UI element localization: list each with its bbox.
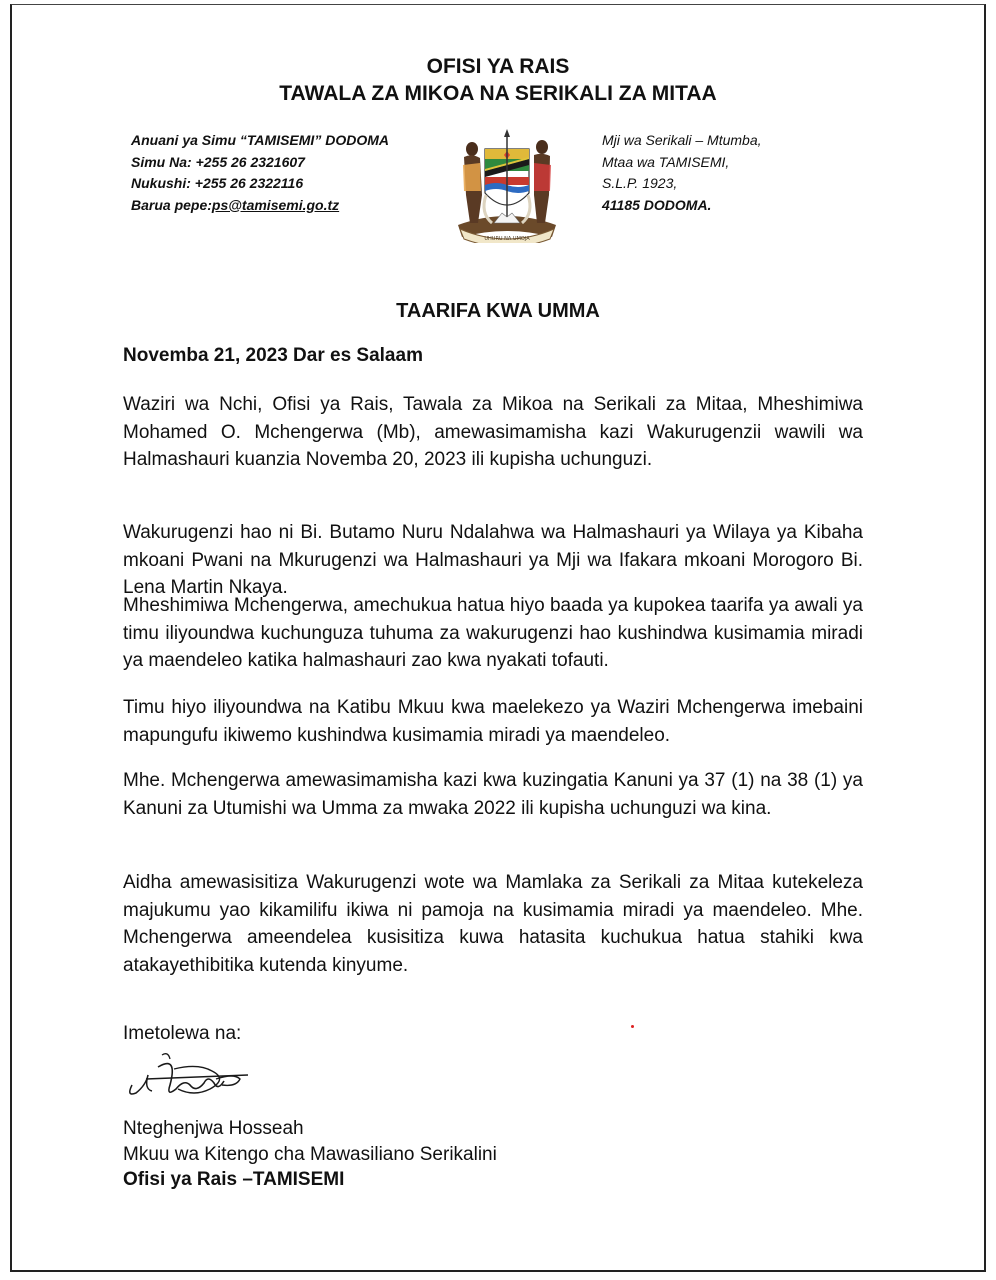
paragraph-text: Timu hiyo iliyoundwa na Katibu Mkuu kwa maelekezo ya Waziri Mchengerwa imebaini mapungufu ikiwemo kushindwa kusimamia miradi ya maendeleo. — [123, 697, 863, 746]
paragraph-text: Mheshimiwa Mchengerwa, amechukua hatua hiyo baada ya kupokea taarifa ya awali ya timu iliyoundwa kuchunguza tuhuma za wakurugenzi hao kushindwa kusimamia miradi ya maendeleo katika halmashauri zao kwa nyakati tofauti. — [123, 595, 863, 671]
contact-left — [131, 130, 389, 216]
address-po-box: S.L.P. 1923, — [602, 175, 678, 191]
body-paragraph — [123, 391, 863, 474]
city: DODOMA. — [643, 196, 712, 213]
body-paragraph — [123, 519, 863, 602]
postcode: 41185 — [602, 196, 644, 213]
address-line-2: Mtaa wa TAMISEMI, — [602, 153, 730, 170]
signatory-name: Nteghenjwa Hosseah — [123, 1118, 304, 1139]
address-line-1: Mji wa Serikali – Mtumba, — [602, 132, 762, 148]
email-label: Barua pepe: — [131, 196, 212, 213]
fax-number: Nukushi: +255 26 2322116 — [131, 175, 304, 191]
body-paragraph — [123, 694, 863, 749]
red-mark — [631, 1025, 634, 1028]
email-link[interactable]: ps@tamisemi.go.tz — [211, 196, 340, 213]
header-ministry: OFISI YA RAIS — [426, 55, 570, 78]
svg-text:UHURU NA UMOJA: UHURU NA UMOJA — [484, 236, 530, 242]
paragraph-text: Wakurugenzi hao ni Bi. Butamo Nuru Ndalahwa wa Halmashauri ya Wilaya ya Kibaha mkoani Pwani na Mkurugenzi wa Halmashauri ya Mji wa Ifakara mkoani Morogoro Bi. Lena Martin Nkaya. — [123, 522, 863, 598]
body-paragraph — [123, 592, 863, 675]
body-paragraph — [123, 767, 863, 822]
email-line — [131, 195, 389, 217]
paragraph-text: Mhe. Mchengerwa amewasimamisha kazi kwa kuzingatia Kanuni ya 37 (1) na 38 (1) ya Kanuni za Utumishi wa Umma za mwaka 2022 ili kupisha uchunguzi wa kina. — [123, 770, 863, 819]
header-department: TAWALA ZA MIKOA NA SERIKALI ZA MITAA — [279, 82, 717, 105]
contact-right — [602, 130, 762, 216]
handwritten-signature-icon — [118, 1045, 268, 1115]
signatory-office: Ofisi ya Rais –TAMISEMI — [123, 1169, 345, 1190]
body-paragraph — [123, 869, 863, 979]
phone-number: Simu Na: +255 26 2321607 — [131, 153, 305, 170]
paragraph-text: Aidha amewasisitiza Wakurugenzi wote wa Mamlaka za Serikali za Mitaa kutekeleza majukumu yao kikamilifu ikiwa ni pamoja na kusimamia miradi ya maendeleo. Mhe. Mchengerwa ameendelea kusisitiza kuwa hatasita kuchukua hatua stahiki kwa atakayethibitika kutenda kinyume. — [123, 872, 863, 976]
dateline: Novemba 21, 2023 Dar es Salaam — [123, 345, 423, 366]
tanzania-coat-of-arms-icon — [450, 125, 564, 243]
document-title: TAARIFA KWA UMMA — [396, 300, 600, 322]
signature-block — [123, 1116, 497, 1193]
signatory-position: Mkuu wa Kitengo cha Mawasiliano Serikalini — [123, 1143, 497, 1165]
address-city-line — [602, 195, 762, 217]
paragraph-text: Waziri wa Nchi, Ofisi ya Rais, Tawala za Mikoa na Serikali za Mitaa, Mheshimiwa Mohamed O. Mchengerwa (Mb), amewasimamisha kazi Wakurugenzii wawili wa Halmashauri kuanzia Novemba 20, 2023 ili kupisha uchunguzi. — [123, 394, 863, 470]
issued-by-label: Imetolewa na: — [123, 1023, 242, 1044]
telegram-address: Anuani ya Simu “TAMISEMI” DODOMA — [131, 132, 389, 148]
